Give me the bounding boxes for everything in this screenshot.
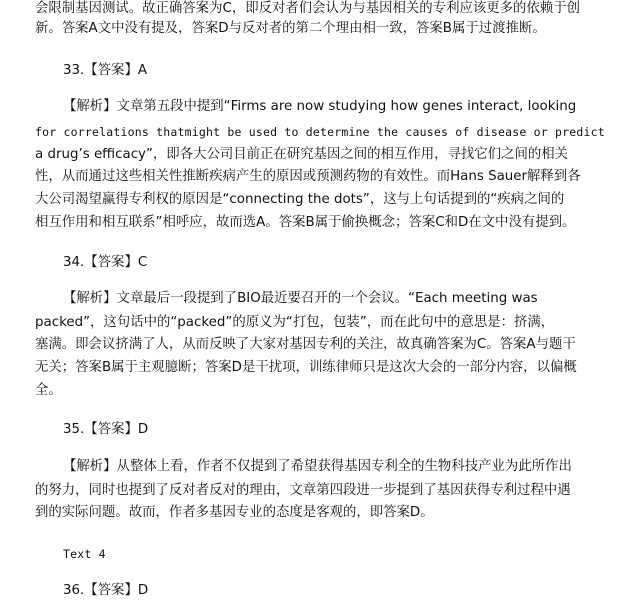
- answer-36-heading: 36.【答案】D: [63, 583, 149, 598]
- analysis-35-line-2: 的努力，同时也提到了反对者反对的理由，文章第四段进一步提到了基因获得专利过程中遇: [35, 483, 571, 498]
- analysis-34-line-5: 全。: [35, 383, 62, 398]
- text-line-2: 新。答案A文中没有提及，答案D与反对者的第二个理由相一致，答案B属于过渡推断。: [35, 21, 546, 36]
- answer-35-heading: 35.【答案】D: [63, 422, 149, 437]
- analysis-34-line-4: 无关；答案B属于主观臆断；答案D是干扰项，训练律师只是这次大会的一部分内容，以偏概: [35, 360, 577, 375]
- analysis-34-line-1: 【解析】文章最后一段提到了BIO最近要召开的一个会议。“Each meeting was: [63, 291, 538, 306]
- analysis-34-line-2: packed”，这句话中的“packed”的原义为“打包，包装”，而在此句中的意思是：挤满，: [35, 315, 555, 330]
- answer-33-heading: 33.【答案】A: [63, 63, 148, 78]
- section-heading-text-4: Text 4: [63, 547, 106, 561]
- analysis-33-line-3: a drug’s efficacy”，即各大公司目前正在研究基因之间的相互作用，寻找它们之间的相关: [35, 147, 569, 162]
- answer-34-heading: 34.【答案】C: [63, 255, 148, 270]
- analysis-35-line-3: 到的实际问题。故而，作者多基因专业的态度是客观的，即答案D。: [35, 505, 434, 520]
- analysis-34-line-3: 塞满。即会议挤满了人，从而反映了大家对基因专利的关注，故真确答案为C。答案A与题干: [35, 337, 576, 352]
- analysis-33-line-6: 相互作用和相互联系”相呼应，故而选A。答案B属于偷换概念；答案C和D在文中没有提到。: [35, 215, 576, 230]
- text-line-1: 会限制基因测试。故正确答案为C，即反对者们会认为与基因相关的专利应该更多的依赖于创: [35, 1, 580, 16]
- analysis-33-line-5: 大公司渴望赢得专利权的原因是“connecting the dots”，这与上句话提到的“疾病之间的: [35, 192, 565, 207]
- analysis-33-line-2: for correlations thatmight be used to determine the causes of disease or predict: [35, 125, 605, 139]
- analysis-33-line-4: 性，从而通过这些相关性推断疾病产生的原因或预测药物的有效性。而Hans Sauer解释到各: [35, 169, 581, 184]
- analysis-33-line-1: 【解析】文章第五段中提到“Firms are now studying how genes interact, looking: [63, 99, 577, 114]
- analysis-35-line-1: 【解析】从整体上看，作者不仅提到了希望获得基因专利全的生物科技产业为此所作出: [63, 459, 572, 474]
